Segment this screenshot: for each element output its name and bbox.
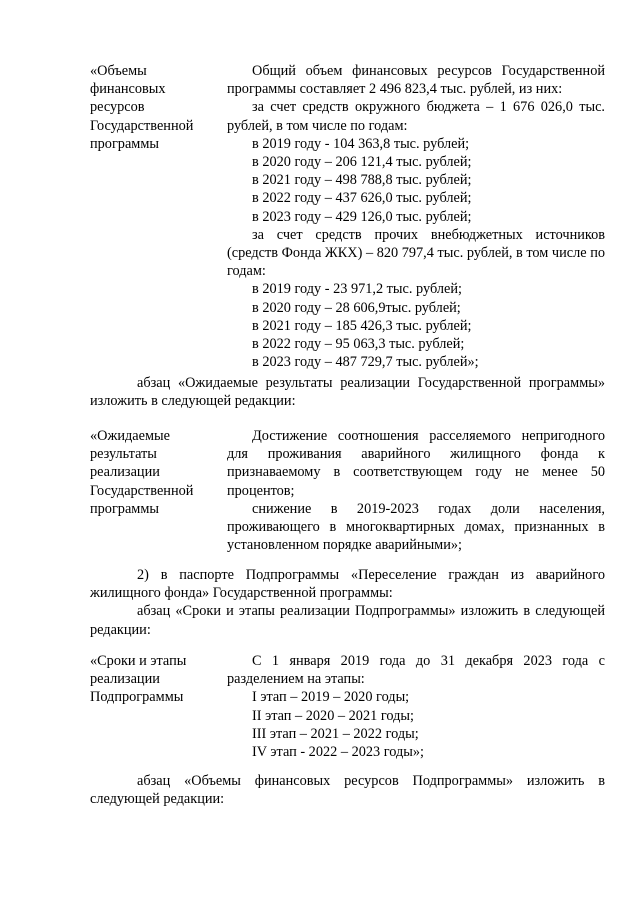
label-line: финансовых: [90, 81, 166, 98]
financing-block: [90, 62, 605, 371]
terms-stages-block: [90, 652, 605, 761]
expected-results-paragraph: [90, 374, 605, 410]
stage-item: II этап – 2020 – 2021 годы;: [252, 707, 414, 724]
label-line: реализации: [90, 464, 160, 481]
paragraph-text: абзац «Ожидаемые результаты реализации Государственной программы» изложить в следующей редакции:: [90, 375, 605, 410]
other-sources-text: за счет средств прочих внебюджетных источников (средств Фонда ЖКХ) – 820 797,4 тыс. рублей, в том числе по годам:: [227, 226, 605, 280]
label-line: Подпрограммы: [90, 689, 184, 706]
financing-intro: Общий объем финансовых ресурсов Государственной программы составляет 2 496 823,4 тыс. рублей, из них:: [227, 63, 605, 98]
label-line: программы: [90, 135, 160, 152]
result-item: снижение в 2019-2023 годах доли населения, проживающего в многоквартирных домах, признанных в установленном порядке аварийными»;: [227, 500, 605, 554]
expected-results-label: [90, 427, 227, 554]
label-line: реализации: [90, 671, 160, 688]
district-budget-text: за счет средств окружного бюджета – 1 676 026,0 тыс. рублей, в том числе по годам:: [227, 99, 605, 134]
stage-item: IV этап - 2022 – 2023 годы»;: [252, 744, 424, 761]
label-line: «Сроки и этапы: [90, 653, 187, 669]
subprogram-financing-paragraph: [90, 772, 605, 808]
label-line: ресурсов: [90, 99, 145, 116]
other-year-2022: в 2022 году – 95 063,3 тыс. рублей;: [252, 336, 465, 353]
terms-stages-label: [90, 652, 227, 761]
stage-item: I этап – 2019 – 2020 годы;: [252, 689, 410, 706]
expected-results-block: [90, 427, 605, 554]
stage-item: III этап – 2021 – 2022 годы;: [252, 725, 419, 742]
district-year-2023: в 2023 году – 429 126,0 тыс. рублей;: [252, 208, 472, 225]
label-line: результаты: [90, 446, 157, 463]
financing-label: [90, 62, 227, 371]
other-year-2019: в 2019 году - 23 971,2 тыс. рублей;: [252, 281, 462, 298]
result-item: Достижение соотношения расселяемого непригодного для проживания аварийного жилищного фонда к признаваемому в соответствующем году не менее 50 процентов;: [227, 428, 605, 499]
paragraph-text: абзац «Объемы финансовых ресурсов Подпрограммы» изложить в следующей редакции:: [90, 773, 605, 808]
other-year-2023: в 2023 году – 487 729,7 тыс. рублей»;: [252, 354, 479, 371]
district-year-2019: в 2019 году - 104 363,8 тыс. рублей;: [252, 135, 470, 152]
district-year-2022: в 2022 году – 437 626,0 тыс. рублей;: [252, 190, 472, 207]
other-year-2021: в 2021 году – 185 426,3 тыс. рублей;: [252, 317, 472, 334]
financing-content: [227, 62, 605, 371]
terms-stages-content: [227, 652, 605, 761]
district-year-2020: в 2020 году – 206 121,4 тыс. рублей;: [252, 154, 472, 171]
district-year-2021: в 2021 году – 498 788,8 тыс. рублей;: [252, 172, 472, 189]
paragraph-text: абзац «Сроки и этапы реализации Подпрограммы» изложить в следующей редакции:: [90, 603, 605, 638]
other-year-2020: в 2020 году – 28 606,9тыс. рублей;: [252, 299, 461, 316]
label-line: «Ожидаемые: [90, 428, 170, 444]
label-line: Государственной: [90, 482, 194, 499]
paragraph-text: 2) в паспорте Подпрограммы «Переселение граждан из аварийного жилищного фонда» Государственной программы:: [90, 567, 605, 602]
expected-results-content: [227, 427, 605, 554]
label-line: «Объемы: [90, 63, 147, 79]
label-line: Государственной: [90, 117, 194, 134]
label-line: программы: [90, 500, 160, 517]
subprogram-passport-paragraph: [90, 566, 605, 639]
terms-intro: С 1 января 2019 года до 31 декабря 2023 года с разделением на этапы:: [227, 653, 605, 688]
